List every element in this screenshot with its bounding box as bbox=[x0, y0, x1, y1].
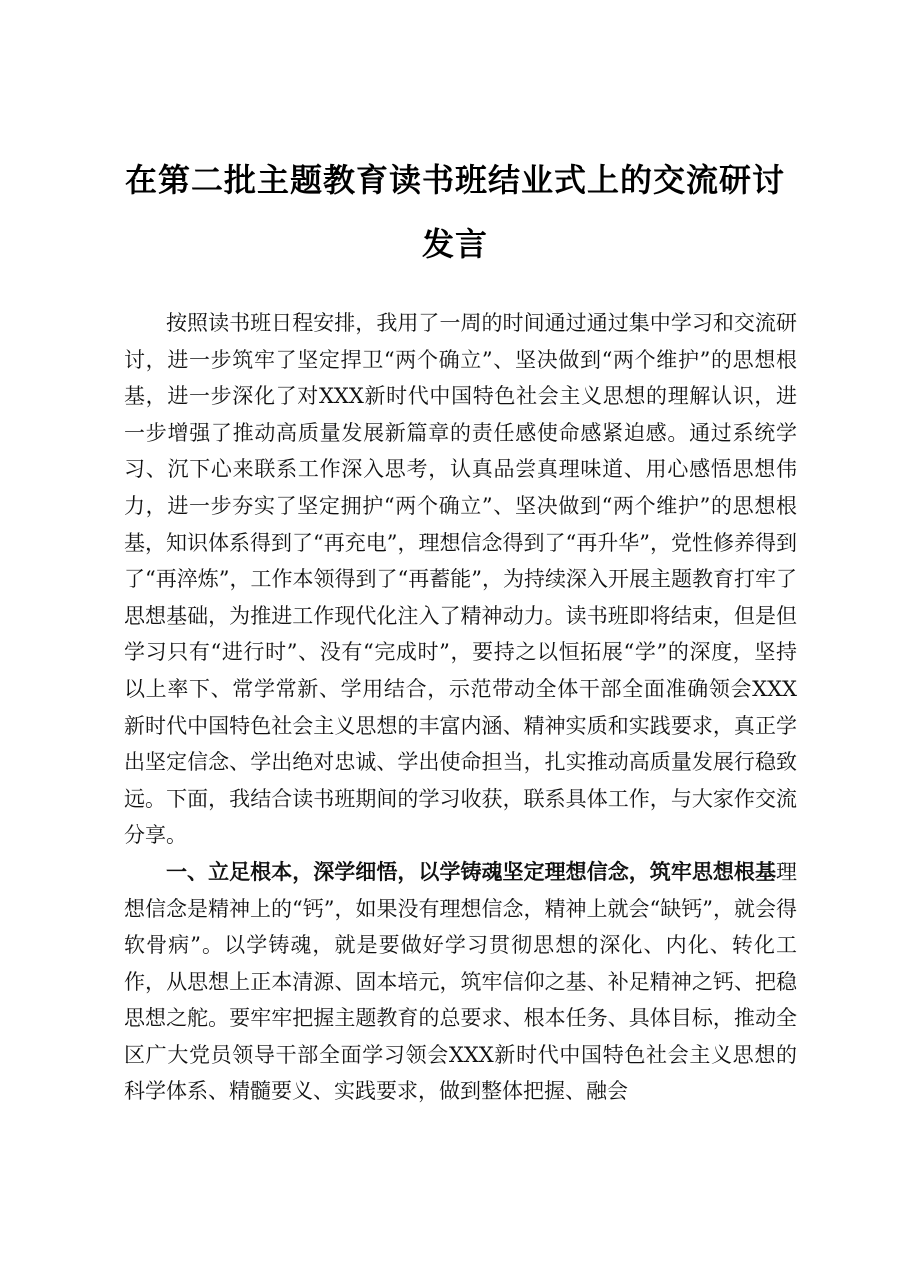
section-1-heading: 一、立足根本，深学细悟，以学铸魂坚定理想信念，筑牢思想根基 bbox=[166, 859, 776, 884]
document-title bbox=[110, 148, 800, 276]
section-1-text: 理想信念是精神上的“钙”，如果没有理想信念，精神上就会“缺钙”，就会得软骨病”。以学铸魂，就是要做好学习贯彻思想的深化、内化、转化工作，从思想上正本清源、固本培元，筑牢信仰之基、补足精神之钙、把稳思想之舵。要牢牢把握主题教育的总要求、根本任务、具体目标，推动全区广大党员领导干部全面学习领会XXX新时代中国特色社会主义思想的科学体系、精髓要义、实践要求，做到整体把握、融会 bbox=[124, 859, 797, 1104]
document-body bbox=[124, 305, 797, 1110]
title-line-2: 发言 bbox=[421, 225, 488, 263]
intro-paragraph: 按照读书班日程安排，我用了一周的时间通过通过集中学习和交流研讨，进一步筑牢了坚定捍卫“两个确立”、坚决做到“两个维护”的思想根基，进一步深化了对XXX新时代中国特色社会主义思想的理解认识，进一步增强了推动高质量发展新篇章的责任感使命感紧迫感。通过系统学习、沉下心来联系工作深入思考，认真品尝真理味道、用心感悟思想伟力，进一步夯实了坚定拥护“两个确立”、坚决做到“两个维护”的思想根基，知识体系得到了“再充电”，理想信念得到了“再升华”，党性修养得到了“再淬炼”，工作本领得到了“再蓄能”，为持续深入开展主题教育打牢了思想基础，为推进工作现代化注入了精神动力。读书班即将结束，但是但学习只有“进行时”、没有“完成时”，要持之以恒拓展“学”的深度，坚持以上率下、常学常新、学用结合，示范带动全体干部全面准确领会XXX新时代中国特色社会主义思想的丰富内涵、精神实质和实践要求，真正学出坚定信念、学出绝对忠诚、学出使命担当，扎实推动高质量发展行稳致远。下面，我结合读书班期间的学习收获，联系具体工作，与大家作交流分享。 bbox=[124, 311, 797, 848]
section-1-paragraph bbox=[124, 854, 797, 1110]
title-line-1: 在第二批主题教育读书班结业式上的交流研讨 bbox=[124, 161, 785, 199]
